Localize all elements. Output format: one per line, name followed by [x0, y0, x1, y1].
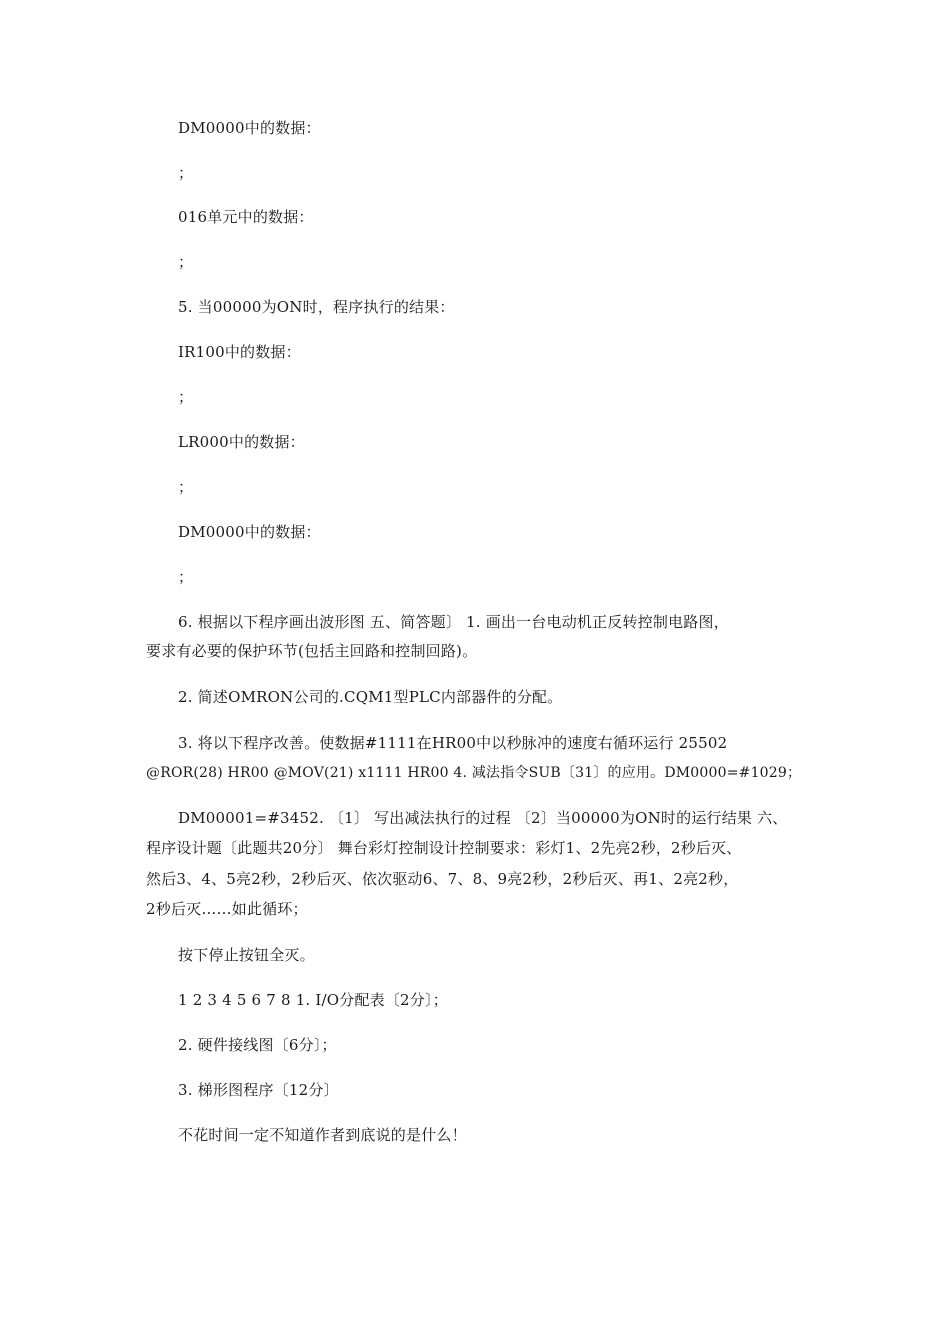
text-line: 5. 当00000为ON时，程序执行的结果： — [178, 298, 455, 316]
text-line: 2. 硬件接线图〔6分〕； — [178, 1036, 337, 1054]
text-line: 程序设计题〔此题共20分〕 舞台彩灯控制设计控制要求：彩灯1、2先亮2秒，2秒后灭、 — [146, 839, 742, 857]
text-line: 然后3、4、5亮2秒，2秒后灭、依次驱动6、7、8、9亮2秒，2秒后灭、再1、2亮2秒， — [146, 870, 739, 888]
text-line: DM0000中的数据： — [178, 119, 321, 137]
text-line: 2秒后灭……如此循环； — [146, 900, 308, 918]
text-line: LR000中的数据： — [178, 433, 305, 451]
text-line: 按下停止按钮全灭。 — [178, 946, 315, 964]
text-line: @ROR(28) HR00 @MOV(21) x1111 HR00 4. 减法指令SUB〔31〕的应用。DM0000=#1029； — [146, 765, 802, 781]
text-line: 016单元中的数据： — [178, 208, 314, 226]
text-line: 3. 梯形图程序〔12分〕 — [178, 1081, 339, 1099]
text-line: 1 2 3 4 5 6 7 8 1. I/O分配表〔2分〕； — [178, 991, 448, 1009]
text-line: 3. 将以下程序改善。使数据#1111在HR00中以秒脉冲的速度右循环运行 25502 — [178, 734, 728, 752]
text-line: 2. 简述OMRON公司的.CQM1型PLC内部器件的分配。 — [178, 688, 563, 706]
text-line: DM0000中的数据： — [178, 523, 321, 541]
text-line: 要求有必要的保护环节(包括主回路和控制回路)。 — [146, 642, 478, 660]
text-line: ； — [178, 253, 194, 271]
text-line: ； — [178, 388, 194, 406]
text-line: 不花时间一定不知道作者到底说的是什么！ — [178, 1126, 467, 1144]
text-line: IR100中的数据： — [178, 343, 301, 361]
text-line: ； — [178, 164, 194, 182]
text-line: ； — [178, 568, 194, 586]
text-line: DM00001=#3452. 〔1〕 写出减法执行的过程 〔2〕当00000为ON时的运行结果 六、 — [178, 809, 788, 827]
text-line: ； — [178, 478, 194, 496]
text-line: 6. 根据以下程序画出波形图 五、简答题〕 1. 画出一台电动机正反转控制电路图， — [178, 613, 729, 631]
